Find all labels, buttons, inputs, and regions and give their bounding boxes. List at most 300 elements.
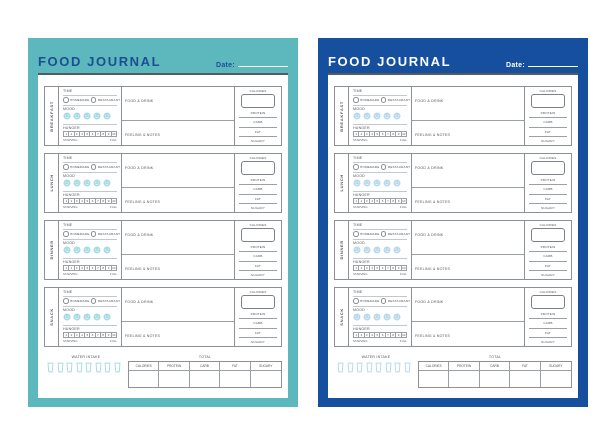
hunger-scale	[63, 198, 117, 204]
time-label: TIME	[63, 290, 73, 294]
mood-face-3-icon[interactable]	[83, 112, 91, 120]
feeling-notes-area[interactable]	[412, 321, 524, 346]
divider-line	[63, 105, 117, 106]
time-input-line[interactable]	[63, 229, 117, 230]
hunger-cell[interactable]: 8	[100, 131, 106, 137]
hunger-cell[interactable]: 9	[105, 265, 111, 271]
mood-face-5-icon[interactable]	[393, 179, 401, 187]
total-value-cell[interactable]	[419, 371, 449, 387]
mood-face-2-icon[interactable]	[73, 313, 81, 321]
nutrient-label: SUGARY	[251, 205, 265, 210]
hunger-cell[interactable]: 7	[385, 198, 391, 204]
restaurant-checkbox[interactable]	[381, 298, 387, 304]
food-drink-area[interactable]	[122, 221, 234, 254]
food-drink-area[interactable]	[122, 154, 234, 187]
nutrient-row[interactable]	[239, 338, 277, 346]
mood-face-4-icon[interactable]	[93, 246, 101, 254]
water-cup-icon[interactable]	[385, 362, 392, 373]
homemade-checkbox[interactable]	[63, 164, 69, 170]
nutrient-label: PROTEIN	[250, 312, 266, 317]
hunger-cell[interactable]: 9	[395, 332, 401, 338]
hunger-cell[interactable]: 3	[364, 265, 370, 271]
hunger-cell[interactable]: 7	[385, 332, 391, 338]
hunger-cell[interactable]: 2	[68, 265, 74, 271]
homemade-label: HOMEMADE	[70, 299, 90, 303]
total-value-cell[interactable]	[220, 371, 250, 387]
nutrient-label: SUGARY	[251, 138, 265, 143]
hunger-cell[interactable]: 10	[112, 266, 116, 270]
nutrient-row[interactable]	[239, 137, 277, 145]
nutrient-label: FAT	[545, 330, 551, 335]
hunger-cell[interactable]: 2	[358, 198, 364, 204]
hunger-cell[interactable]: 1	[63, 265, 69, 271]
nutrient-row[interactable]	[529, 271, 567, 279]
water-cup-icon[interactable]	[47, 362, 54, 373]
water-cup-icon[interactable]	[375, 362, 382, 373]
mood-label: MOOD	[63, 308, 75, 312]
restaurant-checkbox[interactable]	[381, 231, 387, 237]
nutrient-row[interactable]	[529, 252, 567, 261]
hunger-cell[interactable]: 4	[369, 332, 375, 338]
hunger-cell[interactable]: 1	[63, 332, 69, 338]
hunger-cell[interactable]: 1	[353, 332, 359, 338]
homemade-checkbox[interactable]	[63, 97, 69, 103]
total-section	[418, 354, 572, 388]
water-cup-icon[interactable]	[114, 362, 121, 373]
time-input-line[interactable]	[353, 162, 407, 163]
time-input-line[interactable]	[63, 296, 117, 297]
mood-face-1-icon[interactable]	[63, 112, 71, 120]
nutrient-label: CARB	[543, 321, 553, 326]
hunger-cell[interactable]: 4	[369, 131, 375, 137]
starving-label: STARVING	[353, 339, 368, 343]
total-column-header: CALORIES	[419, 362, 449, 371]
time-input-line[interactable]	[353, 95, 407, 96]
nutrient-row[interactable]	[239, 271, 277, 279]
hunger-cell[interactable]: 7	[95, 198, 101, 204]
water-cup-icon[interactable]	[76, 362, 83, 373]
total-value-cell[interactable]	[129, 371, 159, 387]
meal-left-column	[349, 221, 411, 279]
nutrient-row[interactable]	[529, 137, 567, 145]
hunger-cell[interactable]: 10	[402, 199, 406, 203]
hunger-cell[interactable]: 6	[89, 332, 95, 338]
water-cup-icon[interactable]	[104, 362, 111, 373]
nutrient-row[interactable]	[239, 262, 277, 271]
water-cup-icon[interactable]	[404, 362, 411, 373]
nutrient-row[interactable]	[529, 128, 567, 137]
mood-face-1-icon[interactable]	[353, 313, 361, 321]
meal-source-row	[353, 97, 411, 103]
hunger-cell[interactable]: 9	[105, 131, 111, 137]
mood-face-2-icon[interactable]	[363, 112, 371, 120]
restaurant-checkbox[interactable]	[381, 164, 387, 170]
date-field	[216, 60, 288, 69]
restaurant-checkbox[interactable]	[91, 231, 97, 237]
nutrient-label: PROTEIN	[540, 178, 556, 183]
mood-face-1-icon[interactable]	[63, 179, 71, 187]
nutrient-label: FAT	[545, 129, 551, 134]
nutrient-row[interactable]	[239, 176, 277, 185]
nutrient-label: PROTEIN	[250, 245, 266, 250]
nutrient-row[interactable]	[239, 109, 277, 118]
calories-box[interactable]	[241, 161, 275, 175]
hunger-cell[interactable]: 10	[402, 333, 406, 337]
starving-label: STARVING	[63, 138, 78, 142]
total-column-header: SUGARY	[251, 362, 281, 371]
hunger-cell[interactable]: 8	[100, 198, 106, 204]
hunger-cell[interactable]: 4	[79, 131, 85, 137]
mood-face-1-icon[interactable]	[63, 313, 71, 321]
mood-face-4-icon[interactable]	[93, 313, 101, 321]
hunger-cell[interactable]: 5	[374, 198, 380, 204]
hunger-cell[interactable]: 6	[379, 332, 385, 338]
feeling-notes-area[interactable]	[412, 187, 524, 212]
time-input-line[interactable]	[353, 296, 407, 297]
nutrient-row[interactable]	[529, 319, 567, 328]
total-value-cell[interactable]	[159, 371, 189, 387]
hunger-cell[interactable]: 1	[63, 198, 69, 204]
hunger-cell[interactable]: 8	[100, 265, 106, 271]
meal-middle-column	[411, 154, 524, 212]
divider-line	[353, 325, 407, 326]
nutrient-rows	[529, 310, 567, 346]
meal-name-strip	[335, 87, 349, 145]
restaurant-checkbox[interactable]	[91, 97, 97, 103]
feeling-notes-area[interactable]	[122, 254, 234, 279]
meal-name-strip	[335, 154, 349, 212]
meal-section	[44, 86, 282, 146]
mood-face-2-icon[interactable]	[73, 179, 81, 187]
feeling-notes-area[interactable]	[412, 254, 524, 279]
food-drink-area[interactable]	[122, 87, 234, 120]
homemade-checkbox[interactable]	[353, 164, 359, 170]
mood-face-3-icon[interactable]	[373, 112, 381, 120]
mood-face-5-icon[interactable]	[393, 112, 401, 120]
time-label: TIME	[353, 156, 363, 160]
hunger-scale-ends	[353, 272, 407, 276]
homemade-checkbox[interactable]	[353, 298, 359, 304]
hunger-cell[interactable]: 3	[364, 198, 370, 204]
hunger-scale	[353, 332, 407, 338]
feeling-notes-area[interactable]	[412, 120, 524, 145]
hunger-label: HUNGER	[353, 327, 370, 331]
mood-face-1-icon[interactable]	[353, 246, 361, 254]
mood-face-3-icon[interactable]	[83, 246, 91, 254]
hunger-cell[interactable]: 4	[79, 332, 85, 338]
hunger-cell[interactable]: 10	[112, 333, 116, 337]
mood-face-1-icon[interactable]	[63, 246, 71, 254]
water-cup-icon[interactable]	[85, 362, 92, 373]
nutrient-row[interactable]	[529, 204, 567, 212]
nutrient-row[interactable]	[529, 243, 567, 252]
mood-face-2-icon[interactable]	[73, 246, 81, 254]
hunger-scale	[63, 131, 117, 137]
feeling-notes-area[interactable]	[122, 321, 234, 346]
hunger-cell[interactable]: 6	[379, 265, 385, 271]
hunger-cell[interactable]: 8	[390, 198, 396, 204]
mood-face-4-icon[interactable]	[383, 313, 391, 321]
hunger-cell[interactable]: 6	[379, 198, 385, 204]
nutrient-label: FAT	[255, 196, 261, 201]
meal-section	[334, 220, 572, 280]
hunger-cell[interactable]: 2	[68, 198, 74, 204]
water-cup-icon[interactable]	[57, 362, 64, 373]
hunger-cell[interactable]: 5	[84, 265, 90, 271]
total-value-cell[interactable]	[510, 371, 540, 387]
mood-face-5-icon[interactable]	[103, 179, 111, 187]
nutrient-rows	[239, 109, 277, 145]
mood-face-4-icon[interactable]	[383, 179, 391, 187]
mood-face-3-icon[interactable]	[83, 179, 91, 187]
food-drink-label: FOOD & DRINK	[125, 166, 154, 170]
date-input-line[interactable]	[528, 60, 578, 67]
mood-face-3-icon[interactable]	[83, 313, 91, 321]
hunger-cell[interactable]: 8	[390, 131, 396, 137]
water-cup-icon[interactable]	[66, 362, 73, 373]
hunger-cell[interactable]: 3	[74, 131, 80, 137]
nutrient-row[interactable]	[529, 185, 567, 194]
mood-face-2-icon[interactable]	[363, 246, 371, 254]
mood-face-2-icon[interactable]	[73, 112, 81, 120]
total-value-cell[interactable]	[190, 371, 220, 387]
hunger-cell[interactable]: 6	[379, 131, 385, 137]
total-column-header: CALORIES	[129, 362, 159, 371]
calories-box[interactable]	[241, 228, 275, 242]
mood-face-3-icon[interactable]	[373, 179, 381, 187]
mood-face-4-icon[interactable]	[93, 112, 101, 120]
hunger-cell[interactable]: 5	[374, 265, 380, 271]
food-drink-area[interactable]	[122, 288, 234, 321]
homemade-label: HOMEMADE	[360, 98, 380, 102]
hunger-cell[interactable]: 3	[74, 332, 80, 338]
meal-name-strip	[45, 154, 59, 212]
hunger-cell[interactable]: 7	[95, 131, 101, 137]
water-cup-icon[interactable]	[366, 362, 373, 373]
mood-face-5-icon[interactable]	[103, 112, 111, 120]
hunger-cell[interactable]: 2	[358, 265, 364, 271]
mood-face-1-icon[interactable]	[353, 112, 361, 120]
hunger-cell[interactable]: 9	[395, 131, 401, 137]
calories-box[interactable]	[241, 94, 275, 108]
hunger-cell[interactable]: 2	[358, 332, 364, 338]
hunger-cell[interactable]: 1	[353, 265, 359, 271]
hunger-cell[interactable]: 10	[402, 132, 406, 136]
feeling-notes-area[interactable]	[122, 120, 234, 145]
nutrient-row[interactable]	[529, 262, 567, 271]
food-drink-label: FOOD & DRINK	[415, 233, 444, 237]
food-drink-area[interactable]	[412, 221, 524, 254]
nutrient-row[interactable]	[239, 185, 277, 194]
hunger-cell[interactable]: 3	[74, 198, 80, 204]
time-label: TIME	[63, 89, 73, 93]
water-cup-icon[interactable]	[347, 362, 354, 373]
homemade-checkbox[interactable]	[63, 231, 69, 237]
nutrient-row[interactable]	[239, 204, 277, 212]
divider-line	[63, 325, 117, 326]
restaurant-checkbox[interactable]	[91, 164, 97, 170]
hunger-cell[interactable]: 9	[395, 265, 401, 271]
hunger-cell[interactable]: 5	[374, 332, 380, 338]
full-label: FULL	[399, 205, 407, 209]
food-drink-area[interactable]	[412, 288, 524, 321]
mood-face-2-icon[interactable]	[363, 179, 371, 187]
feeling-notes-area[interactable]	[122, 187, 234, 212]
nutrient-row[interactable]	[239, 243, 277, 252]
hunger-cell[interactable]: 9	[105, 198, 111, 204]
hunger-cell[interactable]: 6	[89, 265, 95, 271]
hunger-cell[interactable]: 7	[385, 265, 391, 271]
calories-box[interactable]	[531, 295, 565, 309]
hunger-cell[interactable]: 8	[100, 332, 106, 338]
homemade-checkbox[interactable]	[353, 97, 359, 103]
nutrient-row[interactable]	[239, 310, 277, 319]
total-column-header: PROTEIN	[159, 362, 189, 371]
mood-icons	[353, 313, 407, 321]
hunger-cell[interactable]: 1	[63, 131, 69, 137]
hunger-cell[interactable]: 8	[390, 332, 396, 338]
calories-label: CALORIES	[539, 156, 557, 160]
hunger-cell[interactable]: 10	[112, 132, 116, 136]
hunger-cell[interactable]: 3	[364, 332, 370, 338]
hunger-cell[interactable]: 5	[84, 198, 90, 204]
mood-face-3-icon[interactable]	[373, 246, 381, 254]
mood-face-5-icon[interactable]	[103, 313, 111, 321]
hunger-cell[interactable]: 4	[79, 265, 85, 271]
calories-box[interactable]	[531, 94, 565, 108]
meal-source-row	[63, 97, 121, 103]
nutrient-row[interactable]	[529, 195, 567, 204]
hunger-cell[interactable]: 5	[374, 131, 380, 137]
hunger-cell[interactable]: 2	[358, 131, 364, 137]
total-label: TOTAL	[488, 355, 502, 359]
hunger-cell[interactable]: 9	[105, 332, 111, 338]
hunger-cell[interactable]: 1	[353, 131, 359, 137]
mood-face-3-icon[interactable]	[373, 313, 381, 321]
hunger-scale	[63, 265, 117, 271]
hunger-cell[interactable]: 6	[89, 131, 95, 137]
journal-page-blue	[318, 38, 588, 407]
divider-line	[353, 105, 407, 106]
calories-box[interactable]	[531, 228, 565, 242]
calories-box[interactable]	[531, 161, 565, 175]
hunger-cell[interactable]: 7	[95, 332, 101, 338]
time-input-line[interactable]	[63, 95, 117, 96]
homemade-checkbox[interactable]	[353, 231, 359, 237]
time-input-line[interactable]	[63, 162, 117, 163]
nutrient-row[interactable]	[239, 252, 277, 261]
total-value-cell[interactable]	[251, 371, 281, 387]
restaurant-checkbox[interactable]	[91, 298, 97, 304]
mood-face-5-icon[interactable]	[393, 313, 401, 321]
hunger-cell[interactable]: 9	[395, 198, 401, 204]
nutrient-row[interactable]	[239, 319, 277, 328]
calories-label: CALORIES	[249, 290, 267, 294]
nutrient-row[interactable]	[239, 329, 277, 338]
nutrient-row[interactable]	[529, 329, 567, 338]
hunger-cell[interactable]: 2	[68, 332, 74, 338]
total-value-cell[interactable]	[449, 371, 479, 387]
hunger-cell[interactable]: 3	[74, 265, 80, 271]
total-value-cell[interactable]	[480, 371, 510, 387]
hunger-scale	[353, 265, 407, 271]
food-drink-area[interactable]	[412, 154, 524, 187]
water-cup-icon[interactable]	[95, 362, 102, 373]
mood-face-4-icon[interactable]	[383, 246, 391, 254]
mood-face-1-icon[interactable]	[353, 179, 361, 187]
hunger-cell[interactable]: 6	[89, 198, 95, 204]
nutrient-row[interactable]	[529, 310, 567, 319]
meal-left-column	[59, 87, 121, 145]
hunger-cell[interactable]: 8	[390, 265, 396, 271]
meal-section	[44, 287, 282, 347]
water-cup-icon[interactable]	[356, 362, 363, 373]
divider-line	[353, 172, 407, 173]
nutrient-row[interactable]	[529, 118, 567, 127]
nutrient-row[interactable]	[529, 176, 567, 185]
hunger-cell[interactable]: 10	[402, 266, 406, 270]
hunger-cell[interactable]: 4	[369, 265, 375, 271]
restaurant-checkbox[interactable]	[381, 97, 387, 103]
nutrient-label: SUGARY	[251, 339, 265, 344]
feeling-notes-label: FEELING & NOTES	[125, 200, 161, 204]
water-cup-icon[interactable]	[394, 362, 401, 373]
hunger-cell[interactable]: 4	[79, 198, 85, 204]
mood-face-5-icon[interactable]	[393, 246, 401, 254]
hunger-cell[interactable]: 3	[364, 131, 370, 137]
hunger-cell[interactable]: 1	[353, 198, 359, 204]
meal-middle-column	[121, 87, 234, 145]
mood-face-4-icon[interactable]	[93, 179, 101, 187]
mood-face-2-icon[interactable]	[363, 313, 371, 321]
full-label: FULL	[399, 339, 407, 343]
homemade-checkbox[interactable]	[63, 298, 69, 304]
mood-face-5-icon[interactable]	[103, 246, 111, 254]
hunger-cell[interactable]: 7	[95, 265, 101, 271]
food-drink-area[interactable]	[412, 87, 524, 120]
hunger-cell[interactable]: 10	[112, 199, 116, 203]
nutrient-row[interactable]	[239, 195, 277, 204]
nutrient-row[interactable]	[529, 338, 567, 346]
full-label: FULL	[109, 205, 117, 209]
nutrition-column	[524, 288, 571, 346]
homemade-label: HOMEMADE	[360, 165, 380, 169]
nutrient-row[interactable]	[239, 128, 277, 137]
full-label: FULL	[399, 272, 407, 276]
hunger-cell[interactable]: 5	[84, 332, 90, 338]
hunger-cell[interactable]: 7	[385, 131, 391, 137]
meal-name-label: LUNCH	[339, 174, 344, 192]
hunger-cell[interactable]: 5	[84, 131, 90, 137]
feeling-notes-label: FEELING & NOTES	[415, 200, 451, 204]
hunger-cell[interactable]: 4	[369, 198, 375, 204]
divider-line	[63, 172, 117, 173]
nutrient-row[interactable]	[239, 118, 277, 127]
hunger-cell[interactable]: 2	[68, 131, 74, 137]
calories-label: CALORIES	[249, 89, 267, 93]
calories-box[interactable]	[241, 295, 275, 309]
water-cup-icon[interactable]	[337, 362, 344, 373]
meal-section	[44, 220, 282, 280]
full-label: FULL	[109, 138, 117, 142]
nutrient-row[interactable]	[529, 109, 567, 118]
time-input-line[interactable]	[353, 229, 407, 230]
mood-face-4-icon[interactable]	[383, 112, 391, 120]
date-input-line[interactable]	[238, 60, 288, 67]
meal-left-column	[59, 288, 121, 346]
meal-middle-column	[121, 154, 234, 212]
total-value-cell[interactable]	[541, 371, 571, 387]
